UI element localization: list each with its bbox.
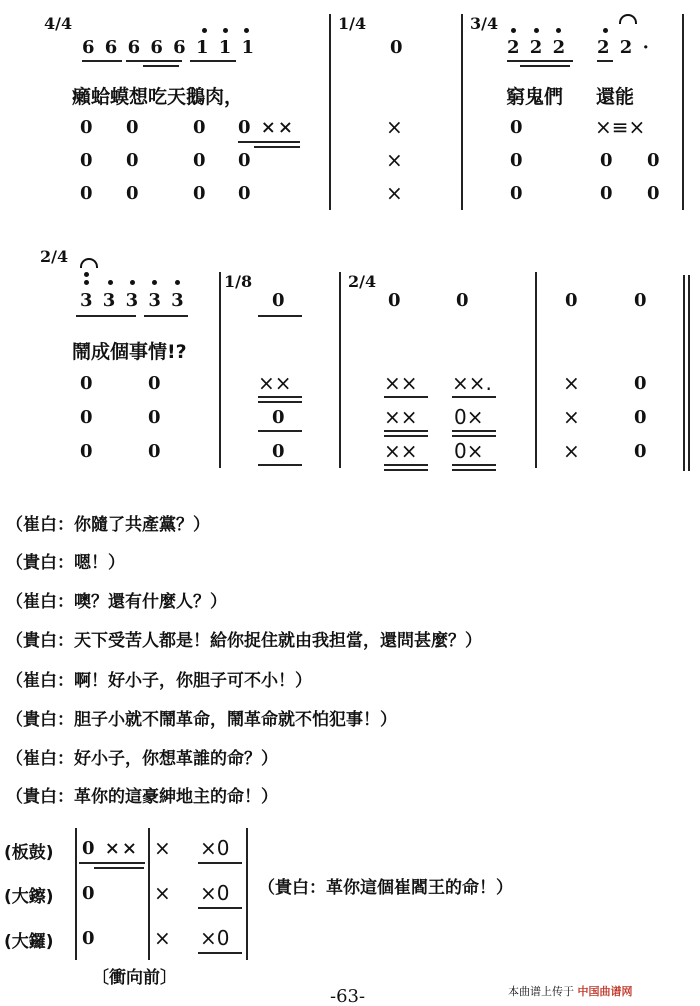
watermark: [508, 983, 633, 999]
lyrics: 還能: [596, 86, 635, 108]
perc-note: ×0: [200, 881, 230, 905]
barline: [339, 272, 341, 468]
perc-note: 0: [82, 883, 97, 904]
barline: [148, 828, 150, 960]
perc-note: 0: [193, 117, 208, 138]
perc-note: ×: [386, 148, 403, 172]
dialogue-line: （貴白：革你這個崔閻王的命！）: [258, 878, 513, 898]
perc-note: 0: [148, 373, 163, 394]
perc-note: ×0: [200, 836, 230, 860]
dialogue-line: （崔白：噢？還有什麼人？）: [6, 592, 227, 612]
dialogue-line: （貴白：嗯！）: [6, 553, 125, 573]
perc-note: 0: [510, 117, 525, 138]
perc-note: 0: [238, 150, 253, 171]
barline: [461, 14, 463, 210]
perc-note: ×: [563, 405, 580, 429]
melody-notes: 3 3 3 3 3: [80, 290, 186, 311]
lyrics: 窮鬼們: [506, 86, 564, 108]
perc-note: 0: [600, 183, 615, 204]
perc-note: 0: [634, 407, 649, 428]
perc-note: ×: [154, 836, 171, 860]
perc-note: 0: [126, 150, 141, 171]
perc-note: 0: [238, 183, 253, 204]
perc-note: 0: [272, 441, 287, 462]
perc-note: 0: [126, 183, 141, 204]
time-signature: 1/8: [224, 272, 253, 291]
dialogue-line: （貴白：胆子小就不鬧革命，鬧革命就不怕犯事！）: [6, 710, 397, 730]
perc-note: ×0: [200, 926, 230, 950]
barline: [535, 272, 537, 468]
perc-note: ×: [563, 371, 580, 395]
time-signature: 2/4: [348, 272, 377, 291]
barline: [219, 272, 221, 468]
perc-note: ××: [258, 371, 292, 395]
melody-rest: 0: [565, 290, 580, 311]
watermark-site: 中国曲谱网: [577, 985, 633, 998]
perc-note: 0: [193, 150, 208, 171]
dialogue-line: （崔白：啊！好小子，你胆子可不小！）: [6, 671, 312, 691]
perc-note: ×: [386, 181, 403, 205]
perc-note: 0: [600, 150, 615, 171]
melody-rest: 0: [390, 37, 405, 58]
perc-note: 0: [126, 117, 141, 138]
perc-note: 0 ××: [82, 838, 139, 859]
perc-note: ×: [386, 115, 403, 139]
time-signature: 1/4: [338, 14, 367, 33]
perc-note: 0: [80, 183, 95, 204]
time-signature: 4/4: [44, 14, 73, 33]
perc-note: ××: [384, 439, 418, 463]
barline: [688, 275, 690, 471]
perc-note: 0: [80, 441, 95, 462]
lyrics: 癩蛤蟆想吃天鵝肉，: [72, 86, 244, 108]
perc-note: 0: [80, 407, 95, 428]
melody-notes: 6 6 6 6 6 1 1 1: [82, 37, 257, 58]
barline: [246, 828, 248, 960]
melody-rest: 0: [388, 290, 403, 311]
perc-note: 0: [634, 441, 649, 462]
perc-note: 0: [647, 150, 662, 171]
perc-note: ××: [384, 371, 418, 395]
instrument-label: (大鑔): [4, 887, 54, 907]
melody-rest: 0: [456, 290, 471, 311]
perc-note: 0: [80, 150, 95, 171]
page-number: -63-: [330, 986, 366, 1006]
perc-note: 0×: [454, 439, 484, 463]
dialogue-line: （貴白：革你的這豪紳地主的命！）: [6, 787, 278, 807]
time-signature: 2/4: [40, 247, 69, 266]
perc-note: 0: [510, 183, 525, 204]
barline: [682, 14, 684, 210]
perc-note: ×: [154, 926, 171, 950]
perc-note: ××: [384, 405, 418, 429]
perc-note: 0: [82, 928, 97, 949]
perc-note: 0: [647, 183, 662, 204]
perc-note: 0 ××: [238, 117, 295, 138]
melody-rest: 0: [272, 290, 287, 311]
instrument-label: (板鼓): [4, 843, 54, 863]
perc-note: 0: [80, 373, 95, 394]
perc-note: ××.: [452, 371, 492, 395]
perc-note: 0: [193, 183, 208, 204]
dialogue-line: （崔白：你隨了共產黨？）: [6, 515, 210, 535]
stage-direction: 〔衝向前〕: [92, 968, 177, 988]
barline: [75, 828, 77, 960]
perc-note: ×: [154, 881, 171, 905]
dialogue-line: （貴白：天下受苦人都是！給你捉住就由我担當，還問甚麼？）: [6, 631, 482, 651]
perc-note: 0: [80, 117, 95, 138]
melody-rest: 0: [634, 290, 649, 311]
time-signature: 3/4: [470, 14, 499, 33]
dialogue-line: （崔白：好小子，你想革誰的命？）: [6, 749, 278, 769]
barline: [329, 14, 331, 210]
instrument-label: (大鑼): [4, 932, 54, 952]
perc-note: 0: [148, 407, 163, 428]
watermark-prefix: 本曲谱上传于: [508, 985, 574, 998]
perc-note: 0: [148, 441, 163, 462]
perc-note: ×≡×: [595, 115, 646, 139]
melody-notes: 2 2 ·: [597, 37, 651, 58]
perc-note: 0: [634, 373, 649, 394]
barline: [683, 275, 685, 471]
perc-note: 0×: [454, 405, 484, 429]
perc-note: ×: [563, 439, 580, 463]
melody-notes: 2 2 2: [507, 37, 568, 58]
perc-note: 0: [510, 150, 525, 171]
perc-note: 0: [272, 407, 287, 428]
lyrics: 鬧成個事情!?: [72, 341, 187, 363]
